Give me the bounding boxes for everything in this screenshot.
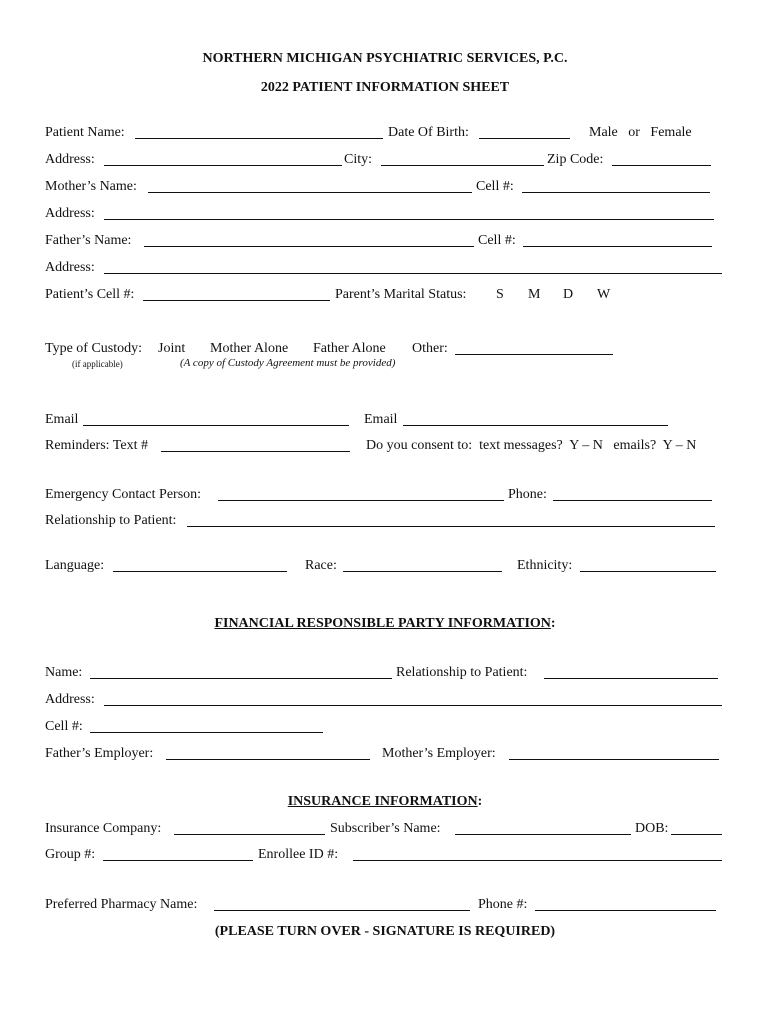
custody-option-joint[interactable]: Joint <box>158 341 186 356</box>
city-label: City: <box>344 152 373 167</box>
mother-address-field[interactable] <box>104 219 714 220</box>
emergency-contact-label: Emergency Contact Person: <box>45 487 202 502</box>
zip-field[interactable] <box>612 165 711 166</box>
marital-option-d[interactable]: D <box>563 287 574 302</box>
email-field-2[interactable] <box>403 425 668 426</box>
pharmacy-phone-label: Phone #: <box>478 897 528 912</box>
pharmacy-phone-field[interactable] <box>535 910 716 911</box>
consent-question[interactable]: Do you consent to: text messages? Y – N emails? Y – N <box>366 438 697 453</box>
pharmacy-name-field[interactable] <box>214 910 470 911</box>
financial-heading <box>0 616 770 632</box>
marital-option-w[interactable]: W <box>597 287 611 302</box>
marital-option-m[interactable]: M <box>528 287 541 302</box>
marital-option-s[interactable]: S <box>496 287 504 302</box>
insurance-heading-colon: : <box>477 794 483 809</box>
custody-other-label: Other: <box>412 341 448 356</box>
subscriber-name-field[interactable] <box>455 834 631 835</box>
financial-name-field[interactable] <box>90 678 392 679</box>
language-field[interactable] <box>113 571 287 572</box>
custody-other-field[interactable] <box>455 354 613 355</box>
custody-option-mother-alone[interactable]: Mother Alone <box>210 341 289 356</box>
custody-label: Type of Custody: <box>45 341 143 356</box>
insurance-dob-field[interactable] <box>671 834 722 835</box>
email-field-1[interactable] <box>83 425 349 426</box>
patient-cell-label: Patient’s Cell #: <box>45 287 135 302</box>
insurance-company-field[interactable] <box>174 834 325 835</box>
race-field[interactable] <box>343 571 502 572</box>
father-address-label: Address: <box>45 260 95 275</box>
reminders-label: Reminders: Text # <box>45 438 148 453</box>
patient-name-label: Patient Name: <box>45 125 125 140</box>
mother-address-label: Address: <box>45 206 95 221</box>
relationship-label: Relationship to Patient: <box>45 513 177 528</box>
race-label: Race: <box>305 558 337 573</box>
dob-label: Date Of Birth: <box>388 125 469 140</box>
financial-relationship-label: Relationship to Patient: <box>396 665 528 680</box>
mother-employer-field[interactable] <box>509 759 719 760</box>
father-name-label: Father’s Name: <box>45 233 132 248</box>
ethnicity-field[interactable] <box>580 571 716 572</box>
emergency-phone-label: Phone: <box>508 487 547 502</box>
father-name-field[interactable] <box>144 246 474 247</box>
mother-name-field[interactable] <box>148 192 472 193</box>
page-title: 2022 PATIENT INFORMATION SHEET <box>260 80 510 95</box>
father-address-field[interactable] <box>104 273 722 274</box>
father-cell-label: Cell #: <box>478 233 516 248</box>
mother-cell-label: Cell #: <box>476 179 514 194</box>
father-employer-label: Father’s Employer: <box>45 746 154 761</box>
dob-field[interactable] <box>479 138 570 139</box>
mother-employer-label: Mother’s Employer: <box>382 746 496 761</box>
emergency-phone-field[interactable] <box>553 500 712 501</box>
mother-name-label: Mother’s Name: <box>45 179 137 194</box>
financial-cell-field[interactable] <box>90 732 323 733</box>
insurance-heading-text: INSURANCE INFORMATION <box>287 794 478 809</box>
ethnicity-label: Ethnicity: <box>517 558 573 573</box>
reminders-text-field[interactable] <box>161 451 350 452</box>
financial-heading-text: FINANCIAL RESPONSIBLE PARTY INFORMATION <box>214 616 551 631</box>
group-label: Group #: <box>45 847 96 862</box>
patient-name-field[interactable] <box>135 138 383 139</box>
patient-cell-field[interactable] <box>143 300 330 301</box>
if-applicable-note: (if applicable) <box>72 359 123 369</box>
financial-address-field[interactable] <box>104 705 722 706</box>
language-label: Language: <box>45 558 105 573</box>
zip-label: Zip Code: <box>547 152 604 167</box>
financial-cell-label: Cell #: <box>45 719 83 734</box>
insurance-company-label: Insurance Company: <box>45 821 162 836</box>
insurance-heading <box>0 794 770 810</box>
financial-heading-colon: : <box>550 616 556 631</box>
financial-address-label: Address: <box>45 692 95 707</box>
insurance-dob-label: DOB: <box>635 821 669 836</box>
sex-options[interactable]: Male or Female <box>589 125 692 140</box>
father-employer-field[interactable] <box>166 759 370 760</box>
org-title: NORTHERN MICHIGAN PSYCHIATRIC SERVICES, P.C. <box>202 51 568 66</box>
group-field[interactable] <box>103 860 253 861</box>
custody-agreement-note: (A copy of Custody Agreement must be provided) <box>180 357 396 369</box>
marital-status-label: Parent’s Marital Status: <box>335 287 467 302</box>
email-label-1: Email <box>45 412 79 427</box>
enrollee-id-label: Enrollee ID #: <box>258 847 339 862</box>
father-cell-field[interactable] <box>523 246 712 247</box>
subscriber-name-label: Subscriber’s Name: <box>330 821 441 836</box>
emergency-contact-field[interactable] <box>218 500 504 501</box>
address-field[interactable] <box>104 165 342 166</box>
turn-over-note: (PLEASE TURN OVER - SIGNATURE IS REQUIRED) <box>214 924 556 939</box>
address-label: Address: <box>45 152 95 167</box>
enrollee-id-field[interactable] <box>353 860 722 861</box>
mother-cell-field[interactable] <box>522 192 710 193</box>
relationship-field[interactable] <box>187 526 715 527</box>
pharmacy-name-label: Preferred Pharmacy Name: <box>45 897 198 912</box>
financial-relationship-field[interactable] <box>544 678 718 679</box>
financial-name-label: Name: <box>45 665 83 680</box>
email-label-2: Email <box>364 412 398 427</box>
city-field[interactable] <box>381 165 544 166</box>
custody-option-father-alone[interactable]: Father Alone <box>313 341 386 356</box>
